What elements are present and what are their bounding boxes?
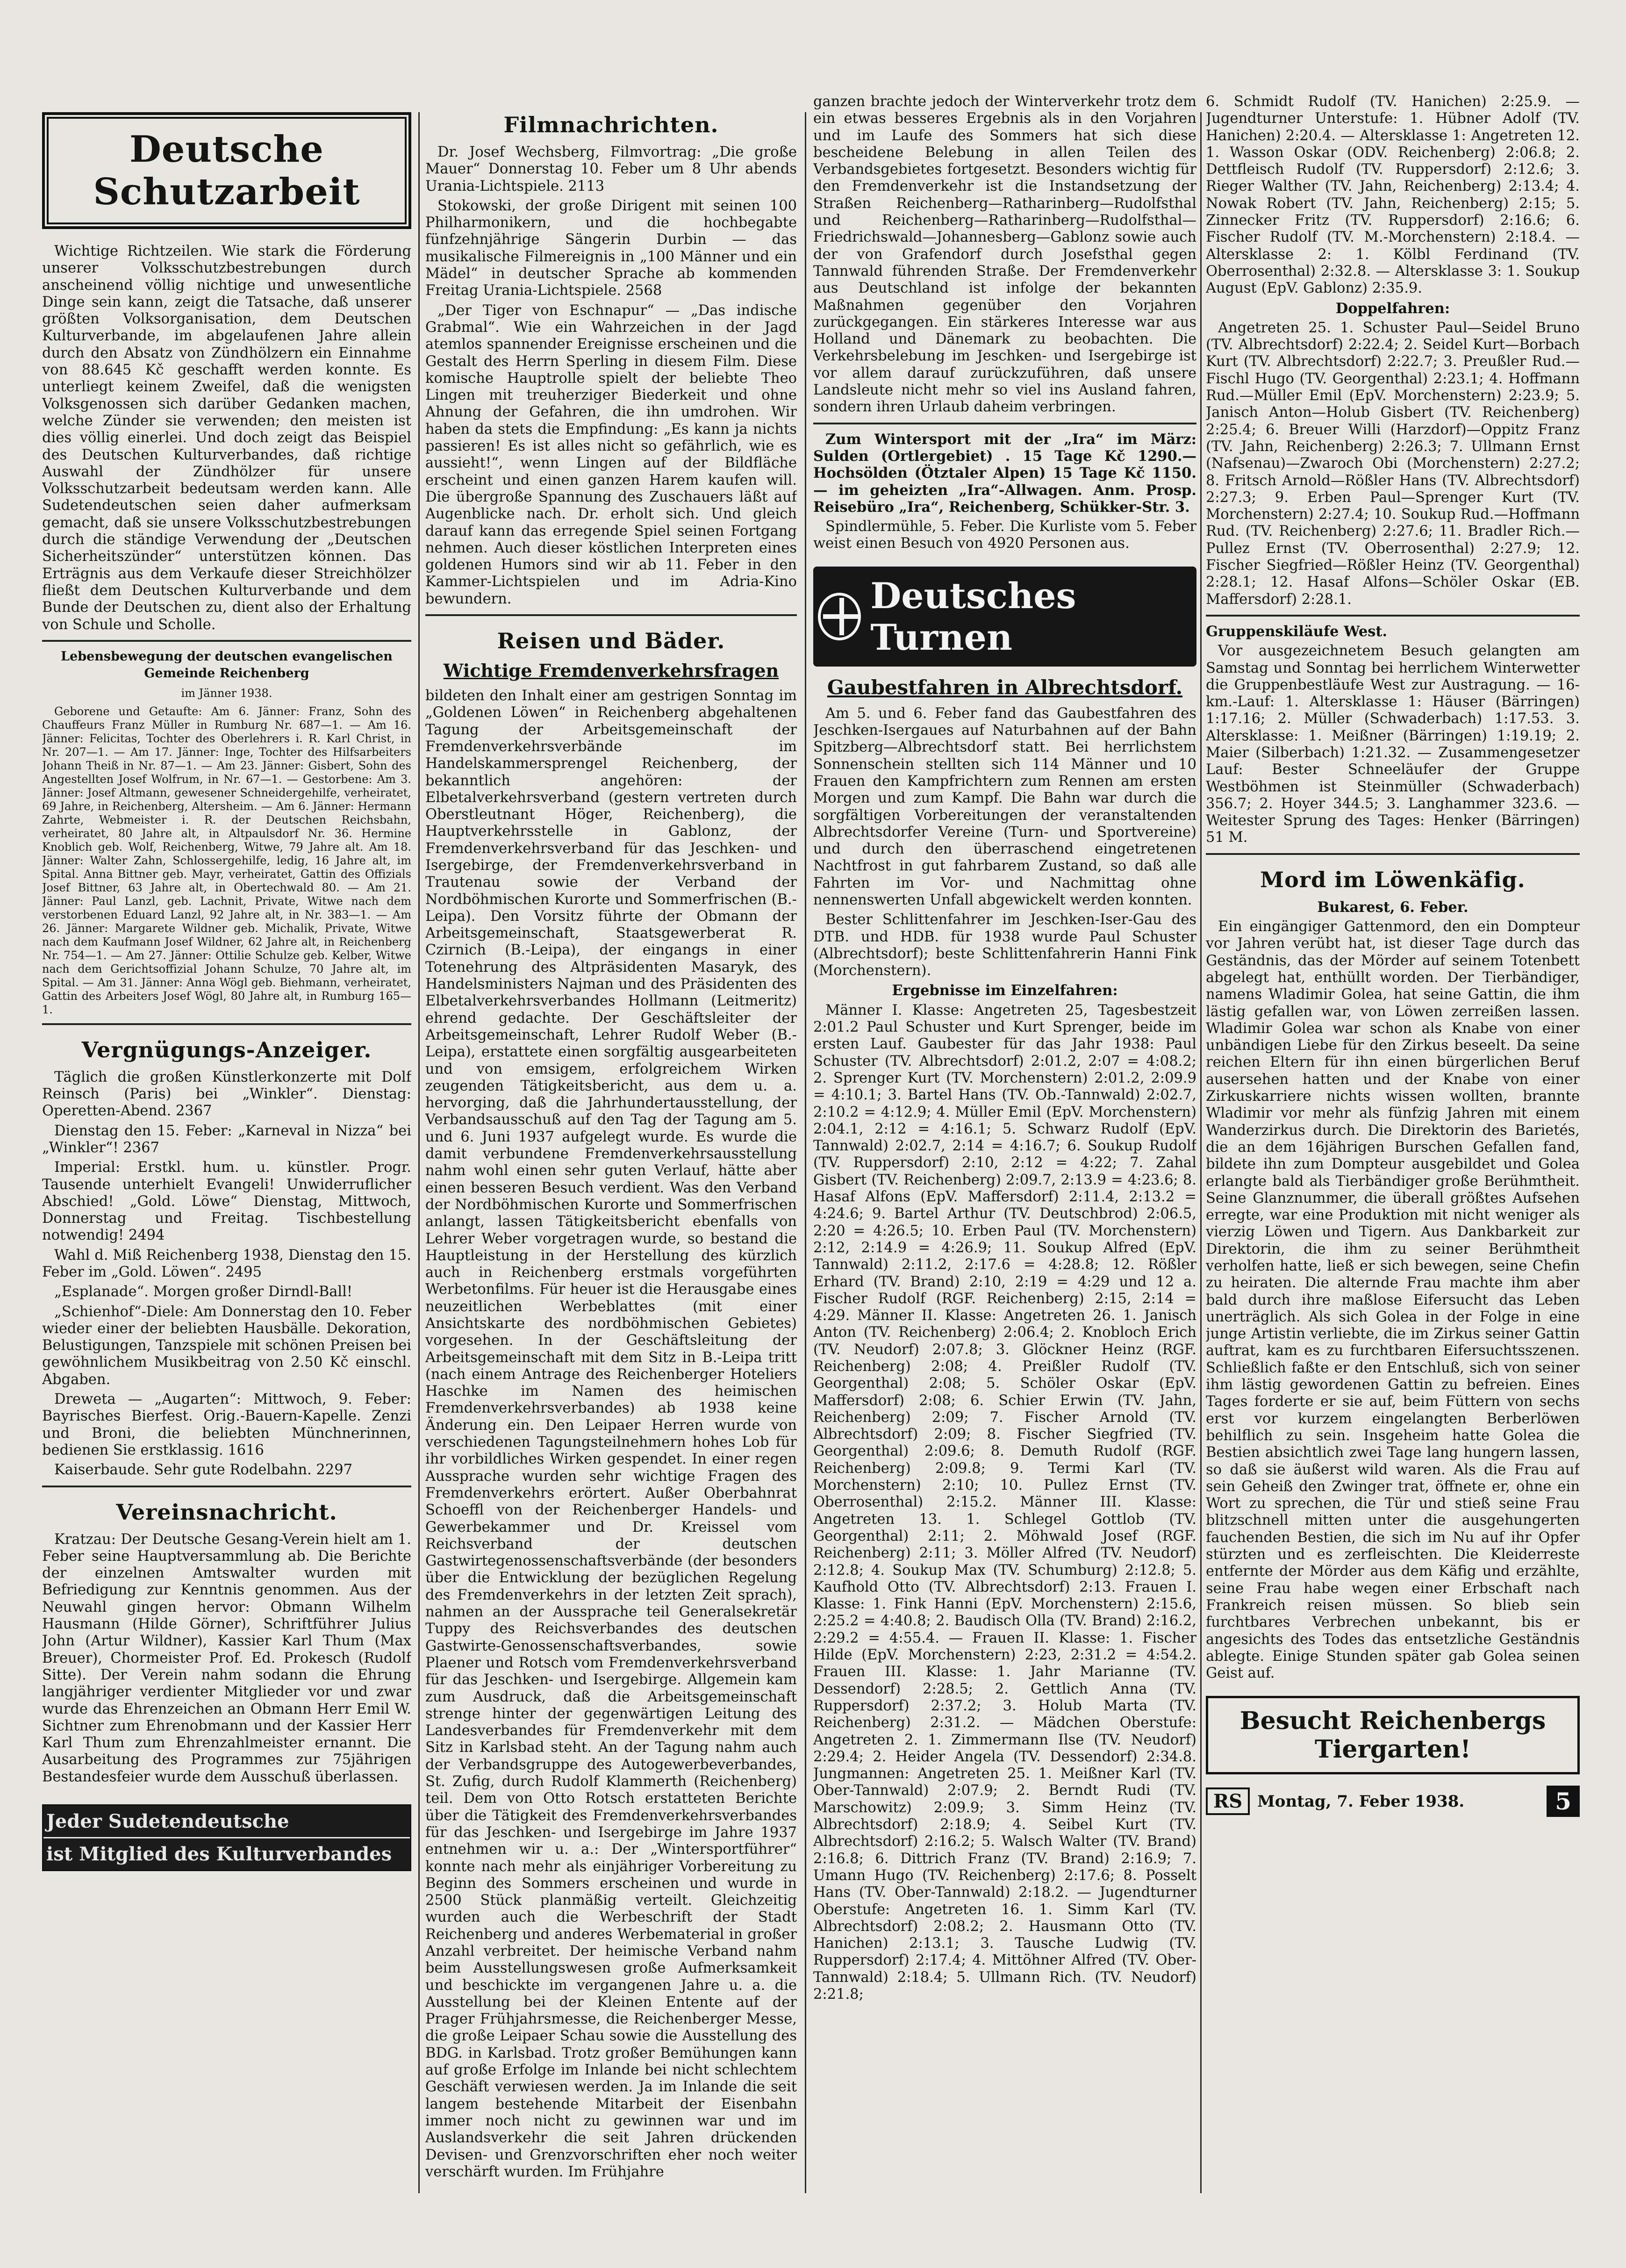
article-text: Kratzau: Der Deutsche Gesang-Verein hielt am 1. Feber seine Hauptversammlung ab. Die Berichte der einzelnen Amtswalter wurden mit Befriedigung zur Kenntnis genommen. Aus der Neuwahl gingen hervor: Obmann Wilhelm Hausmann (Hilde Görner), Schriftführer Julius John (Artur Wildner), Kassier Karl Thum (Max Breuer), Chormeister Prof. Ed. Prokesch (Rudolf Sitte). Der Verein nahm sodann die Ehrung langjähriger verdienter Mitglieder vor und zwar wurde das Ehrenzeichen an Obmann Herr Emil W. Sichtner zum Ehrenobmann und der Kassier Herr Karl Thum zum Ehrenzahlmeister ernannt. Die Ausarbeitung des Programmes zur 75jährigen Bestandesfeier wurde dem Ausschuß überlassen.	[42, 1531, 411, 1785]
register-title: Lebensbewegung der deutschen evangelischen Gemeinde Reichenberg	[61, 649, 393, 681]
listing-item: Kaiserbaude. Sehr gute Rodelbahn. 2297	[54, 1462, 353, 1479]
page-number: 5	[1547, 1786, 1580, 1817]
section-headline: Vergnügungs-Anzeiger.	[81, 1037, 372, 1062]
results-title: Ergebnisse im Einzelfahren:	[892, 982, 1118, 999]
article-headline: Mord im Löwenkäfig.	[1260, 867, 1526, 892]
section-title: Deutsche Schutzarbeit	[42, 112, 411, 229]
listing-item: Dreweta — „Augarten“: Mittwoch, 9. Feber: Bayrisches Bierfest. Orig.-Bauern-Kapelle. Zenzi und Broni, die beliebten Münchnerinnen, bedienen Sie erstklassig. 1616	[42, 1391, 411, 1458]
article-text: Ein eingängiger Gattenmord, den ein Dompteur vor Jahren verübt hat, ist dieser Tage durch das Geständnis, das der Mörder auf seinem Totenbett abgelegt hat, enthüllt worden. Der Tierbändiger, namens Wladimir Golea, hat seine Gattin, die ihm lästig gefallen war, von Löwen zerreißen lassen. Wladimir Golea war schon als Knabe von einer unbändigen Liebe für den Zirkus beseelt. Da seine reichen Eltern für ihn einen bürgerlichen Beruf ausersehen hatten und der Knabe von einer Zirkuskarriere nichts wissen wollten, brannte Wladimir vor mehr als fünfzig Jahren mit einem Wanderzirkus durch. Die Direktorin des Barietés, die an dem 16jährigen Burschen Gefallen fand, bildete ihn zum Dompteur ausgebildet und Golea erlangte bald als Tierbändiger große Berühmtheit. Seine Glanznummer, die überall größtes Aufsehen erregte, war eine Produktion mit nicht weniger als vierzig Löwen und Tigern. Aus Dankbarkeit zur Direktorin, die ihm zu seiner Berühmtheit verholfen hatte, ließ er sich bewegen, seine Chefin zu heiraten. Die alternde Frau machte ihm aber bald durch ihre maßlose Eifersucht das Leben unerträglich. Als sich Golea in der Folge in eine junge Artistin verliebte, die im Zirkus seiner Gattin auftrat, kam es zu furchtbaren Eifersuchtsszenen. Schließlich faßte er den Entschluß, sich von seiner ihm lästig gewordenen Gattin zu befreien. Eines Tages forderte er sie auf, beim Füttern von sechs erst vor kurzem eingelangten Berberlöwen behilflich zu sein. Insgeheim hatte Golea die Bestien absichtlich zwei Tage lang hungern lassen, so daß sie äußerst wild waren. Als die Frau auf sein Geheiß den Zwinger trat, öffnete er, ohne ein Wort zu sprechen, die Tür und stieß seine Frau blitzschnell mitten unter die ausgehungerten fauchenden Bestien, die sich im Nu auf ihr Opfer stürzten und es zerfleischten. Die Kleiderreste entfernte der Mörder aus dem Käfig und erzählte, seine Frau habe wegen einer Erbschaft nach Frankreich reisen müssen. So blieb sein furchtbares Verbrechen unbekannt, bis er angesichts des Todes das entsetzliche Geständnis ablegte. Einige Stunden später gab Golea seinen Geist auf.	[1206, 919, 1580, 1682]
listing-item: Täglich die großen Künstlerkonzerte mit Dolf Reinsch (Paris) bei „Winkler“. Dienstag: Operetten-Abend. 2367	[42, 1069, 411, 1120]
turner-cross-icon	[818, 593, 861, 640]
listing-item: „Esplanade“. Morgen großer Dirndl-Ball!	[54, 1284, 353, 1300]
column-3	[813, 93, 1196, 2198]
issue-date: Montag, 7. Feber 1938.	[1257, 1792, 1465, 1811]
results-text: 6. Schmidt Rudolf (TV. Hanichen) 2:25.9. — Jugendturner Unterstufe: 1. Hübner Adolf (TV. Hanichen) 2:20.4. — Altersklasse 1: Angetreten 12. 1. Wasson Oskar (ODV. Reichenberg) 2:06.8; 2. Dettfleisch Rudolf (TV. Ruppersdorf) 2:12.6; 3. Rieger Walther (TV. Jahn, Reichenberg) 2:13.4; 4. Nowak Robert (TV. Jahn, Reichenberg) 2:15; 5. Zinnecker Fritz (TV. Ruppersdorf) 2:16.6; 6. Fischer Rudolf (TV. M.-Morchenstern) 2:18.4. — Altersklasse 2: 1. Kölbl Ferdinand (TV. Oberrosenthal) 2:32.8. — Altersklasse 3: 1. Soukup August (EpV. Gablonz) 2:35.9.	[1206, 93, 1580, 297]
register-text: Geborene und Getaufte: Am 6. Jänner: Franz, Sohn des Chauffeurs Franz Müller in Rumburg Nr. 687—1. — Am 16. Jänner: Felicitas, Tochter des Oberlehrers i. R. Karl Christ, in Nr. 207—1. — Am 17. Jänner: Inge, Tochter des Hilfsarbeiters Johann Theiß in Nr. 87—1. — Am 23. Jänner: Gisbert, Sohn des Angestellten Josef Wolfrum, in Nr. 67—1. — Gestorbene: Am 3. Jänner: Josef Altmann, gewesener Schneidergehilfe, verheiratet, 69 Jahre, in Reichenberg, Altersheim. — Am 6. Jänner: Hermann Zahrte, Webmeister i. R. der Deutschen Reichsbahn, verheiratet, 80 Jahre alt, in Altpaulsdorf Nr. 36. Hermine Knoblich geb. Wolf, Reichenberg, Witwe, 79 Jahre alt. Am 18. Jänner: Walter Zahn, Schlossergehilfe, ledig, 16 Jahre alt, im Spital. Anna Bittner geb. Mayr, verheiratet, Gattin des Offizials Josef Bittner, 63 Jahre alt, in Obertechwald 80. — Am 21. Jänner: Paul Lanzl, geb. Lachnit, Private, Witwe nach dem verstorbenen Eduard Lanzl, 92 Jahre alt, in Nr. 383—1. — Am 26. Jänner: Margarete Wildner geb. Michalik, Private, Witwe nach dem Kaufmann Josef Wildner, 62 Jahre alt, in Reichenberg Nr. 754—1. — Am 27. Jänner: Ottilie Schulze geb. Kelber, Witwe nach dem Gerichtsoffizial Johann Schulze, 70 Jahre alt, im Spital. — Am 31. Jänner: Anna Wögl geb. Biehmann, verheiratet, Gattin des Arbeiters Josef Wögl, 80 Jahre alt, in Rumburg 165—1.	[42, 704, 411, 1016]
register-month: im Jänner 1938.	[181, 687, 272, 700]
divider	[813, 423, 1196, 424]
results-text: Männer I. Klasse: Angetreten 25, Tagesbestzeit 2:01.2 Paul Schuster und Kurt Sprenger, beide im ersten Lauf. Gaubester für das Jahr 1938: Paul Schuster (TV. Albrechtsdorf) 2:01.2, 2:07 = 4:08.2; 2. Sprenger Kurt (TV. Morchenstern) 2:01.2, 2:09.9 = 4:10.1; 3. Bartel Hans (TV. Ob.-Tannwald) 2:02.7, 2:10.2 = 4:12.9; 4. Müller Emil (EpV. Morchenstern) 2:04.1, 2:12 = 4:16.1; 5. Schwarz Rudolf (EpV. Tannwald) 2:02.7, 2:14 = 4:16.7; 6. Soukup Rudolf (TV. Ruppersdorf) 2:10, 2:12 = 4:22; 7. Zahal Gisbert (TV. Reichenberg) 2:09.7, 2:13.9 = 4:23.6; 8. Hasaf Alfons (EpV. Maffersdorf) 2:11.4, 2:13.2 = 4:24.6; 9. Bartel Arthur (TV. Deutschbrod) 2:06.5, 2:20 = 4:26.5; 10. Erben Paul (TV. Morchenstern) 2:12, 2:14.9 = 4:26.9; 11. Soukup Alfred (EpV. Tannwald) 2:11.2, 2:17.6 = 4:28.8; 12. Rößler Erhard (TV. Brand) 2:10, 2:19 = 4:29 und 12 a. Fischer Rudolf (RGF. Reichenberg) 2:15, 2:14 = 4:29. Männer II. Klasse: Angetreten 26. 1. Janisch Anton (TV. Reichenberg) 2:06.4; 2. Knobloch Erich (TV. Neudorf) 2:07.8; 3. Glöckner Heinz (RGF. Reichenberg) 2:08; 4. Preißler Rudolf (TV. Georgenthal) 2:08; 5. Schöler Oskar (EpV. Maffersdorf) 2:08; 6. Schier Erwin (TV. Jahn, Reichenberg) 2:09; 7. Fischer Arnold (TV. Albrechtsdorf) 2:09; 8. Fischer Siegfried (TV. Georgenthal) 2:09.6; 8. Demuth Rudolf (RGF. Reichenberg) 2:09.8; 9. Termi Karl (TV. Morchenstern) 2:10; 10. Pullez Ernst (TV. Oberrosenthal) 2:15.2. Männer III. Klasse: Angetreten 13. 1. Schlegel Gottlob (TV. Georgenthal) 2:11; 2. Möhwald Josef (RGF. Reichenberg) 2:11; 3. Möller Alfred (TV. Neudorf) 2:12.8; 4. Soukup Max (TV. Schumburg) 2:12.8; 5. Kaufhold Otto (TV. Albrechtsdorf) 2:13. Frauen I. Klasse: 1. Fink Hanni (EpV. Morchenstern) 2:15.6, 2:25.2 = 4:40.8; 2. Baudisch Olla (TV. Brand) 2:16.2, 2:29.2 = 4:55.4. — Frauen II. Klasse: 1. Fischer Hilde (EpV. Morchenstern) 2:23, 2:31.2 = 4:54.2. Frauen III. Klasse: 1. Jahr Marianne (TV. Dessendorf) 2:28.5; 2. Gettlich Anna (TV. Ruppersdorf) 2:37.2; 3. Holub Marta (TV. Reichenberg) 2:31.2. — Mädchen Oberstufe: Angetreten 2. 1. Zimmermann Ilse (TV. Neudorf) 2:29.4; 2. Heider Angela (TV. Dessendorf) 2:34.8. Jungmannen: Angetreten 25. 1. Meißner Karl (TV. Ober-Tannwald) 2:07.9; 2. Berndt Rudi (TV. Marschowitz) 2:09.9; 3. Simm Heinz (TV. Albrechtsdorf) 2:18.9; 4. Seibel Kurt (TV. Albrechtsdorf) 2:16.2; 5. Walsch Walter (TV. Brand) 2:16.8; 6. Dittrich Franz (TV. Brand) 2:16.9; 7. Umann Hugo (TV. Reichenberg) 2:17.6; 8. Posselt Hans (TV. Ober-Tannwald) 2:18.2. — Jugendturner Oberstufe: Angetreten 16. 1. Simm Karl (TV. Albrechtsdorf) 2:08.2; 2. Hausmann Otto (TV. Hanichen) 2:13.1; 3. Tausche Ludwig (TV. Ruppersdorf) 2:17.4; 4. Mittöhner Alfred (TV. Ober-Tannwald) 2:18.4; 5. Ullmann Rich. (TV. Neudorf) 2:21.8;	[813, 1002, 1196, 2002]
section-headline: Vereinsnachricht.	[116, 1499, 337, 1525]
column-rule	[805, 112, 806, 2193]
notice-text: Zum Wintersport mit der „Ira“ im März: Sulden (Ortlergebiet) . 15 Tage Kč 1290.— Hochsölden (Ötztaler Alpen) 15 Tage Kč 1150.— im geheizten „Ira“-Allwagen. Anm. Prosp. Reisebüro „Ira“, Reichenberg, Schükker-Str. 3.	[813, 431, 1196, 516]
banner-title: Deutsches Turnen	[870, 574, 1076, 658]
results-title: Doppelfahren:	[1335, 300, 1450, 317]
article-text: Bester Schlittenfahrer im Jeschken-Iser-Gau des DTB. und HDB. für 1938 wurde Paul Schuster (Albrechtsdorf); beste Schlittenfahrerin Hanni Fink (Morchenstern).	[813, 912, 1196, 979]
ad-line: ist Mitglied des Kulturverbandes	[43, 1837, 410, 1870]
article-text: Vor ausgezeichnetem Besuch gelangten am Samstag und Sonntag bei herrlichem Winterwetter die Gruppenbestläufe West zur Austragung. — 16-km.-Lauf: 1. Altersklasse 1: Häuser (Bärringen) 1:17.16; 2. Müller (Schwaderbach) 1:17.53. 3. Altersklasse: 1. Meißner (Bärringen) 1:19.19; 2. Maier (Silberbach) 1:21.32. — Zusammengesetzer Lauf: Bester Schneeläufer der Gruppe Westböhmen ist Steinmüller (Schwaderbach) 356.7; 2. Hoyer 344.5; 3. Langhammer 323.6. — Weitester Sprung des Tages: Henker (Bärringen) 51 M.	[1206, 643, 1580, 846]
article-headline: Gruppenskiläufe West.	[1206, 623, 1388, 640]
page-footer	[1206, 1786, 1580, 1817]
article-text: Wichtige Richtzeilen. Wie stark die Förderung unserer Volksschutzbestrebungen durch anscheinend völlig nichtige und unwesentliche Dinge sein kann, zeigt die Tatsache, daß unserer größten Volksorganisation, dem Deutschen Kulturverbande, im abgelaufenen Jahre allein durch den Absatz von Zündhölzern ein Einnahme von 88.645 Kč geschafft werden konnte. Es unterliegt keinem Zweifel, daß die wenigsten Volksgenossen sich darüber Gedanken machen, welche Zünder sie verwenden; den meisten ist dies völlig einerlei. Und doch zeigt das Beispiel des Deutschen Kulturverbandes, daß richtige Auswahl der Zündhölzer für unsere Volksschutzarbeit bedeutsam werden kann. Alle Sudetendeutschen seien daher aufmerksam gemacht, daß sie unsere Volksschutzbestrebungen durch die ständige Verwendung der „Deutschen Sicherheitszünder“ unterstützen können. Das Erträgnis aus dem Verkaufe dieser Streichhölzer fließt dem Deutschen Kulturverbande und dem Bunde der Deutschen zu, dient also der Erhaltung von Schule und Scholle.	[42, 243, 411, 633]
article-text: Dr. Josef Wechsberg, Filmvortrag: „Die große Mauer“ Donnerstag 10. Feber um 8 Uhr abends Urania-Lichtspiele. 2113	[425, 144, 797, 194]
listing-item: Imperial: Erstkl. hum. u. künstler. Progr. Tausende unterhielt Evangeli! Unwiderruflicher Abschied! „Gold. Löwe“ Dienstag, Mittwoch, Donnerstag und Freitag. Tischbestellung notwendig! 2494	[42, 1159, 411, 1244]
article-text: bildeten den Inhalt einer am gestrigen Sonntag im „Goldenen Löwen“ in Reichenberg abgehaltenen Tagung der Arbeitsgemeinschaft der Fremdenverkehrsverbände im Handelskammersprengel Reichenberg, der bekanntlich angehören: der Elbetalverkehrsverband (gestern vertreten durch Oberstleutnant Höger, Reichenberg), die Hauptverkehrsstelle in Gablonz, der Fremdenverkehrsverband für das Jeschken- und Isergebirge, der Fremdenverkehrsverband in Trautenau sowie der Verband der Nordböhmischen Kurorte und Sommerfrischen (B.-Leipa). Den Vorsitz führte der Obmann der Arbeitsgemeinschaft, Staatsgewerberat R. Czirnich (B.-Leipa), der eingangs in einer Totenehrung des Altpräsidenten Masaryk, des Handelsministers Najman und des Präsidenten des Elbetalverkehrsverbandes Hollmann (Leitmeritz) ehrend gedachte. Der Geschäftsleiter der Arbeitsgemeinschaft, Lehrer Rudolf Weber (B.-Leipa), erstattete einen sorgfältig ausgearbeiteten und von emsigem, erfolgreichem Wirken zeugenden Tätigkeitsbericht, aus dem u. a. hervorging, daß die Jahrhundertausstellung, der Verbandsausschuß auf den Tag der Tagung am 5. und 6. Juni 1937 aufgelegt wurde. Es wurde die damit verbundene Fremdenverkehrsausstellung nahm wohl einen sehr guten Verlauf, hätte aber einen besseren Besuch verdient. Was den Verband der Nordböhmischen Kurorte und Sommerfrischen anlangt, lassen Tätigkeitsbericht ebenfalls von Lehrer Weber vorgetragen wurde, so bestand die Hauptleistung in der Herstellung des kürzlich auch in Reichenberg erstmals vorgeführten Werbetonfilms. Für heuer ist die Herausgabe eines neuzeitlichen Werbeblattes (mit einer Ansichtskarte des nordböhmischen Gebietes) vorgesehen. In der Geschäftsleitung der Arbeitsgemeinschaft mit dem Sitz in B.-Leipa tritt (nach einem Antrage des Reichenberger Hoteliers Haschke im Namen des heimischen Fremdenverkehrsverbandes) ab 1938 keine Änderung ein. Den Leipaer Herren wurde von verschiedenen Tagungsteilnehmern hohes Lob für ihr vorbildliches Wirken gespendet. In einer regen Aussprache wurden sehr wichtige Fragen des Fremdenverkehrs erörtert. Außer Oberbahnrat Schoeffl von der Reichenberger Handels- und Gewerbekammer und Dr. Kreissel vom Reichsverband der deutschen Gastwirtegenossenschaftsverbände (der besonders über die Entwicklung der bezüglichen Regelung des Fremdenverkehrs in der letzten Zeit sprach), nahmen an der Aussprache teil Generalsekretär Tuppy des Reichsverbandes des deutschen Gastwirte-Genossenschaftsverbandes, sowie Plaener und Rotsch vom Fremdenverkehrsverband für das Jeschken- und Isergebirge. Allgemein kam zum Ausdruck, daß die Arbeitsgemeinschaft strenge hinter der gegenwärtigen Leitung des Landesverbandes für Fremdenverkehr mit dem Sitz in Karlsbad steht. An der Tagung nahm auch der Verbandsgruppe des Autogewerbeverbandes, St. Zufig, durch Rudolf Klammerth (Reichenberg) teil. Dem von Otto Rotsch erstatteten Berichte über die Tätigkeit des Fremdenverkehrsverbandes für das Jeschken- und Isergebirge im Jahre 1937 entnehmen wir u. a.: Der „Wintersportführer“ konnte nach mehr als einjähriger Vorbereitung zu Beginn des Sommers erscheinen und wurde in 2500 Stück planmäßig verteilt. Gleichzeitig wurden auch die Werbeschrift der Stadt Reichenberg und anderes Werbematerial in großer Anzahl verbreitet. Der heimische Verband nahm beim Ausstellungswesen große Aufmerksamkeit und beschickte im vergangenen Jahre u. a. die Ausstellung bei der Kleinen Entente auf der Prager Frühjahrsmesse, die Reichenberger Messe, die große Leipaer Schau sowie die Ausstellung des BDG. in Karlsbad. Trotz großer Bemühungen kann auf große Erfolge im Inlande bei nicht schlechtem Geschäft verwiesen werden. Ja im Inlande die seit langem bestehende Mitarbeit der Eisenbahn immer noch nicht zu gewinnen war und im Auslandsverkehr die seit Jahren drückenden Devisen- und Grenzvorschriften eher noch weiter verschärft wurden. Im Frühjahre	[425, 688, 797, 2180]
column-4	[1206, 93, 1580, 2198]
article-headline: Gaubestfahren in Albrechtsdorf.	[827, 675, 1183, 699]
column-1	[42, 93, 411, 2198]
listing-item: Wahl d. Miß Reichenberg 1938, Dienstag den 15. Feber im „Gold. Löwen“. 2495	[42, 1247, 411, 1280]
dateline: Bukarest, 6. Feber.	[1317, 898, 1468, 916]
advertisement: Besucht Reichenbergs Tiergarten!	[1206, 1696, 1580, 1774]
notice-text: Spindlermühle, 5. Feber. Die Kurliste vom 5. Feber weist einen Besuch von 4920 Personen aus.	[813, 518, 1196, 552]
divider	[1206, 615, 1580, 617]
article-headline: Wichtige Fremdenverkehrsfragen	[443, 660, 779, 682]
newspaper-logo: RS	[1206, 1787, 1250, 1815]
listing-item: Dienstag den 15. Feber: „Karneval in Nizza“ bei „Winkler“! 2367	[42, 1122, 411, 1156]
results-text: Angetreten 25. 1. Schuster Paul—Seidel Bruno (TV. Albrechtsdorf) 2:22.4; 2. Seidel Kurt—Borbach Kurt (TV. Albrechtsdorf) 2:22.7; 3. Preußler Rud.—Fischl Hugo (TV. Georgenthal) 2:23.1; 4. Hoffmann Rud.—Müller Emil (EpV. Morchenstern) 2:23.9; 5. Janisch Anton—Holub Gisbert (TV. Reichenberg) 2:25.4; 6. Breuer Willi (Harzdorf)—Oppitz Franz (TV. Jahn, Reichenberg) 2:26.3; 7. Ullmann Ernst (Nafsenau)—Zwaroch Obi (Morchenstern) 2:27.2; 8. Fritsch Arnold—Rößler Hans (TV. Albrechtsdorf) 2:27.3; 9. Erben Paul—Sprenger Kurt (TV. Morchenstern) 2:27.4; 10. Soukup Rud.—Hoffmann Rud. (TV. Reichenberg) 2:27.6; 11. Bradler Rich.—Pullez Ernst (TV. Oberrosenthal) 2:27.9; 12. Fischer Siegfried—Rößler Heinz (TV. Georgenthal) 2:28.1; 12. Hasaf Alfons—Schöler Oskar (EB. Maffersdorf) 2:28.1.	[1206, 319, 1580, 608]
column-rule	[1200, 112, 1202, 2193]
ad-line: Jeder Sudetendeutsche	[43, 1806, 410, 1837]
divider	[42, 1486, 411, 1487]
article-text: „Der Tiger von Eschnapur“ — „Das indische Grabmal“. Wie ein Wahrzeichen in der Jagd atemlos spannender Ereignisse erscheinen und die Gestalt des Herrn Sperling in diesem Film. Diese komische Hauptrolle spielt der beliebte Theo Lingen mit treuherziger Biederkeit und ohne Ahnung der Gefahren, die ihn umdrohen. Wir haben da stets die Empfindung: „Es kann ja nichts passieren! Es ist alles nicht so gefährlich, wie es aussieht!“, wenn Lingen auf der Bildfläche erscheint und einen ganzen Harem kaufen will. Die übergroße Spannung des Zuschauers läßt auf Augenblicke nach. Dr. erholt sich. Und gleich darauf kann das erregende Spiel seinen Fortgang nehmen. Auch dieser köstlichen Interpreten eines goldenen Humors sind wir ab 11. Feber in den Kammer-Lichtspielen und im Adria-Kino bewundern.	[425, 302, 797, 607]
divider	[42, 1023, 411, 1025]
section-headline: Filmnachrichten.	[503, 112, 719, 137]
divider	[42, 640, 411, 642]
divider	[1206, 853, 1580, 855]
article-text: Am 5. und 6. Feber fand das Gaubestfahren des Jeschken-Isergaues auf Naturbahnen auf der Bahn Spitzberg—Albrechtsdorf statt. Bei herrlichstem Sonnenschein stellten sich 114 Männer und 10 Frauen den Kampfrichtern zum Rennen am ersten Morgen und zum Kampf. Die Bahn war durch die sorgfältigen Vorbereitungen der veranstaltenden Albrechtsdorfer Vereine (Turn- und Sportvereine) und durch den überraschend eingetretenen Nachtfrost in gut fahrbarem Zustand, so daß alle Fahrten im Vor- und Nachmittag ohne nennenswerten Unfall abgewickelt werden konnten.	[813, 705, 1196, 908]
article-text: Stokowski, der große Dirigent mit seinen 100 Philharmonikern, und die hochbegabte fünfzehnjährige Sängerin Durbin — das musikalische Filmereignis in „100 Männer und ein Mädel“ in deutscher Sprache ab kommenden Freitag Urania-Lichtspiele. 2568	[425, 197, 797, 299]
column-rule	[418, 112, 420, 2193]
section-headline: Reisen und Bäder.	[497, 628, 725, 654]
advertisement	[42, 1804, 411, 1871]
divider	[425, 614, 797, 616]
listing-item: „Schienhof“-Diele: Am Donnerstag den 10. Feber wieder einer der beliebten Hausbälle. Dekoration, Belustigungen, Tanzspiele mit schönen Preisen bei gewöhnlichem Musikbeitrag von 2.50 Kč einschl. Abgaben.	[42, 1303, 411, 1388]
article-text: ganzen brachte jedoch der Winterverkehr trotz dem ein etwas besseres Ergebnis als in den Vorjahren und im Laufe des Sommers hat sich diese bescheidene Belebung in allen Teilen des Verbandsgebietes fortgesetzt. Besonders wichtig für den Fremdenverkehr ist die Instandsetzung der Straßen Reichenberg—Ratharinberg—Rudolfsthal und Reichenberg—Ratharinberg—Rudolfsthal—Friedrichswald—Johannesberg—Gablonz sowie auch der von Grafendorf durch Josefsthal gegen Tannwald führenden Straße. Der Fremdenverkehr aus Deutschland ist infolge der bekannten Maßnahmen gegenüber den Vorjahren zurückgegangen. Ein stärkeres Interesse war aus Holland und Dänemark zu beobachten. Die Verkehrsbelebung im Jeschken- und Isergebirge ist vor allem darauf zurückzuführen, daß unsere Landsleute nicht mehr so viel ins Ausland fahren, sondern ihren Urlaub daheim verbringen.	[813, 93, 1196, 416]
section-banner	[813, 567, 1196, 667]
column-2	[425, 93, 797, 2198]
